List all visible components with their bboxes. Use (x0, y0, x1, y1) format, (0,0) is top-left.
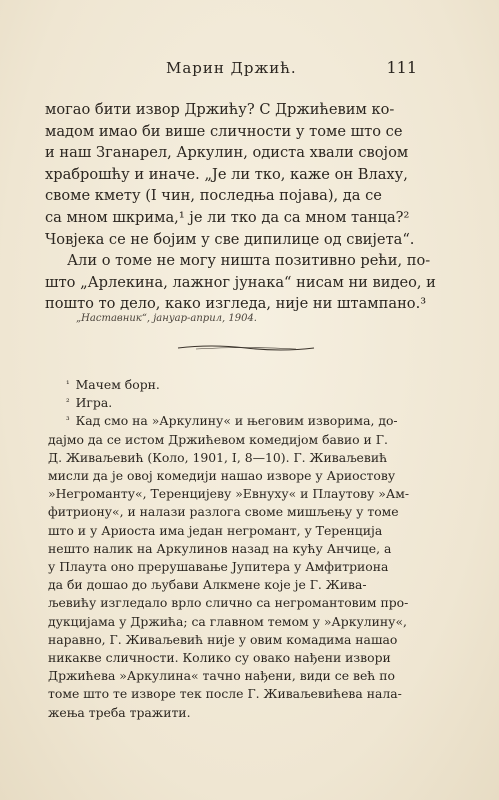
footnote-line: што и у Ариоста има један негромант, у Теренција (48, 522, 383, 538)
source-note: „Наставник“, јануар-април, 1904. (76, 313, 257, 324)
footnote-mark: ³ (66, 416, 70, 427)
body-line: мадом имао би више сличности у томе што се (45, 122, 403, 140)
footnote-line: нешто налик на Аркулинов назад на кућу Анчице, а (48, 540, 392, 556)
footnote-line: жења треба тражити. (48, 704, 191, 720)
footnote-1 (48, 376, 440, 394)
body-line: пошто то дело, како изгледа, није ни штампано.³ (45, 295, 427, 313)
footnote-line: дајмо да се истом Држићевом комедијом бавио и Г. (48, 431, 388, 447)
body-text (45, 99, 440, 315)
body-line: могао бити извор Држићу? С Држићевим ко- (45, 101, 395, 118)
page-header (166, 58, 417, 77)
footnotes (48, 376, 440, 722)
footnote-mark: ² (66, 398, 70, 409)
footnote-text: Игра. (75, 395, 113, 411)
footnote-line: да би дошао до љубави Алкмене које је Г. Жива- (48, 577, 367, 593)
body-line: што „Арлекина, лажног јунака“ нисам ни видео, и (45, 273, 436, 291)
footnote-line: наравно, Г. Живаљевић није у овим комадима нашао (48, 631, 398, 647)
footnote-line (48, 412, 440, 430)
footnote-text: Мачем борн. (75, 377, 160, 392)
footnote-line: фитриону«, и налази разлога своме мишљењу у томе (48, 504, 399, 520)
body-line: са мном шкрима,¹ је ли тко да са мном танца?² (45, 208, 410, 226)
page-number: 111 (386, 58, 417, 77)
footnote-text: Кад смо на »Аркулину« и његовим изворима, до- (75, 413, 398, 429)
footnote-line: љевићу изгледало врло слично са негромантовим про- (48, 595, 409, 611)
footnote-mark: ¹ (66, 380, 70, 390)
running-title: Марин Држић. (166, 59, 297, 77)
body-line: своме кмету (I чин, последња појава), да се (45, 187, 382, 205)
decorative-rule (176, 343, 316, 353)
body-line: Човјека се не бојим у све дипилице од свијета“. (45, 230, 415, 248)
body-line: Али о томе не могу ништа позитивно рећи, по- (67, 252, 431, 270)
body-line: храброшћу и иначе. „Је ли тко, каже он Влаху, (45, 165, 408, 183)
footnote-line: томе што те изворе тек после Г. Живаљевићева нала- (48, 686, 402, 702)
footnote-line: у Плаута оно прерушавање Јупитера у Амфитриона (48, 559, 389, 575)
footnote-line: Држићева »Аркулина« тачно нађени, види се већ по (48, 668, 395, 684)
footnote-line: дукцијама у Држића; са главном темом у »Аркулину«, (48, 613, 407, 629)
footnote-line: »Негроманту«, Теренцијеву »Евнуху« и Плаутову »Ам- (48, 486, 410, 502)
footnote-line: Д. Живаљевић (Коло, 1901, I, 8—10). Г. Живаљевић (48, 449, 388, 465)
footnote-line: мисли да је овој комедији нашао изворе у Ариостову (48, 468, 396, 484)
footnote-line: никакве сличности. Колико су овако нађени извори (48, 650, 391, 666)
footnote-2 (48, 394, 440, 412)
footnote-3 (48, 412, 440, 721)
body-line: и наш Зганарел, Аркулин, одиста хвали својом (45, 144, 409, 162)
